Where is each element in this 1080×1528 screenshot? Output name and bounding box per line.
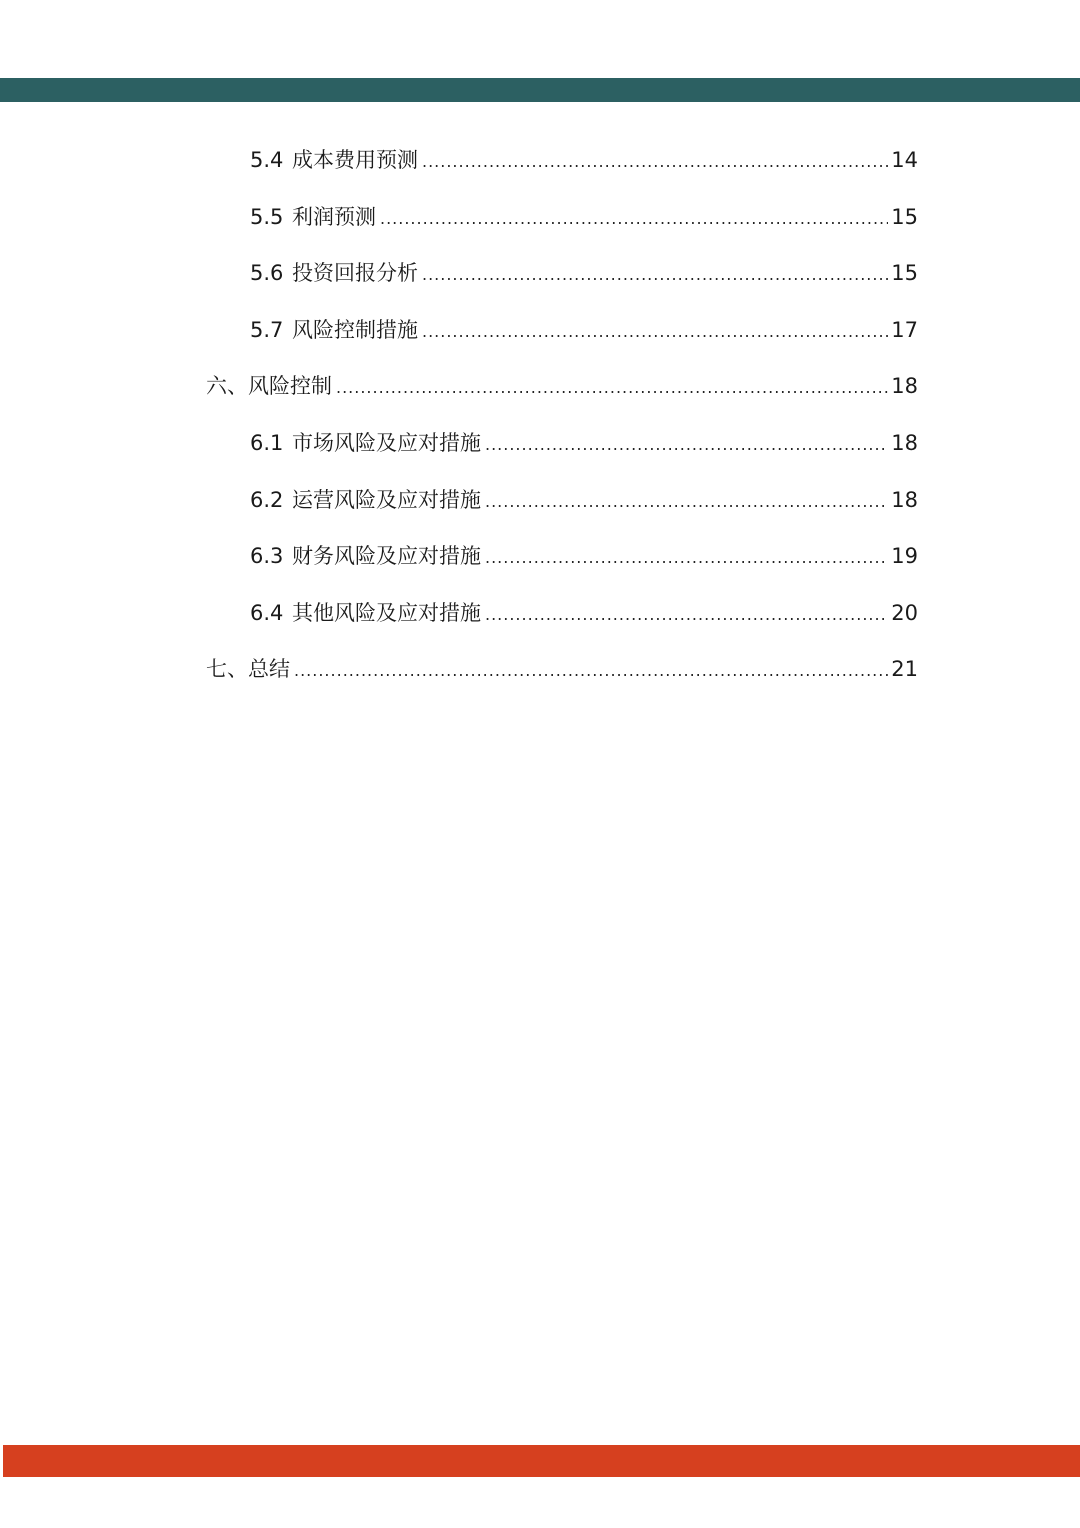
toc-dot-leader xyxy=(485,430,888,460)
toc-entry-label: 六、风险控制 xyxy=(206,374,332,398)
toc-entry-label: 七、总结 xyxy=(206,657,290,681)
toc-entry-page: 18 xyxy=(891,431,918,455)
toc-dot-leader xyxy=(485,487,888,517)
toc-entry-page: 19 xyxy=(891,544,918,568)
toc-entry-5-6[interactable] xyxy=(250,258,918,288)
toc-entry-page: 15 xyxy=(891,205,918,229)
toc-dot-leader xyxy=(380,204,888,234)
toc-entry-number: 5.4 xyxy=(250,148,284,172)
toc-dot-leader xyxy=(422,260,888,290)
toc-entry-page: 15 xyxy=(891,261,918,285)
toc-entry-6-1[interactable] xyxy=(250,428,918,458)
toc-entry-5-5[interactable] xyxy=(250,202,918,232)
toc-entry-number: 6.2 xyxy=(250,488,284,512)
toc-entry-chapter-6[interactable] xyxy=(206,371,918,401)
toc-entry-page: 18 xyxy=(891,374,918,398)
toc-entry-number: 6.1 xyxy=(250,431,284,455)
toc-entry-5-4[interactable] xyxy=(250,145,918,175)
toc-dot-leader xyxy=(294,656,888,686)
toc-dot-leader xyxy=(485,600,888,630)
toc-entry-number: 5.5 xyxy=(250,205,284,229)
toc-entry-number: 5.6 xyxy=(250,261,284,285)
toc-entry-label: 风险控制措施 xyxy=(292,318,418,342)
toc-entry-6-4[interactable] xyxy=(250,598,918,628)
toc-entry-label: 运营风险及应对措施 xyxy=(292,488,481,512)
toc-entry-number: 5.7 xyxy=(250,318,284,342)
footer-color-band xyxy=(3,1445,1080,1477)
toc-entry-label: 市场风险及应对措施 xyxy=(292,431,481,455)
toc-entry-6-3[interactable] xyxy=(250,541,918,571)
toc-dot-leader xyxy=(485,543,888,573)
toc-entry-label: 其他风险及应对措施 xyxy=(292,601,481,625)
toc-entry-label: 财务风险及应对措施 xyxy=(292,544,481,568)
toc-entry-label: 成本费用预测 xyxy=(292,148,418,172)
toc-entry-6-2[interactable] xyxy=(250,485,918,515)
toc-entry-page: 17 xyxy=(891,318,918,342)
header-color-band xyxy=(0,78,1080,102)
toc-entry-page: 14 xyxy=(891,148,918,172)
toc-dot-leader xyxy=(336,373,888,403)
toc-entry-label: 投资回报分析 xyxy=(292,261,418,285)
toc-entry-page: 18 xyxy=(891,488,918,512)
toc-entry-chapter-7[interactable] xyxy=(206,654,918,684)
toc-entry-label: 利润预测 xyxy=(292,205,376,229)
toc-dot-leader xyxy=(422,317,888,347)
toc-dot-leader xyxy=(422,147,888,177)
toc-entry-5-7[interactable] xyxy=(250,315,918,345)
toc-entry-page: 21 xyxy=(891,657,918,681)
toc-entry-number: 6.4 xyxy=(250,601,284,625)
toc-entry-page: 20 xyxy=(891,601,918,625)
toc-entry-number: 6.3 xyxy=(250,544,284,568)
